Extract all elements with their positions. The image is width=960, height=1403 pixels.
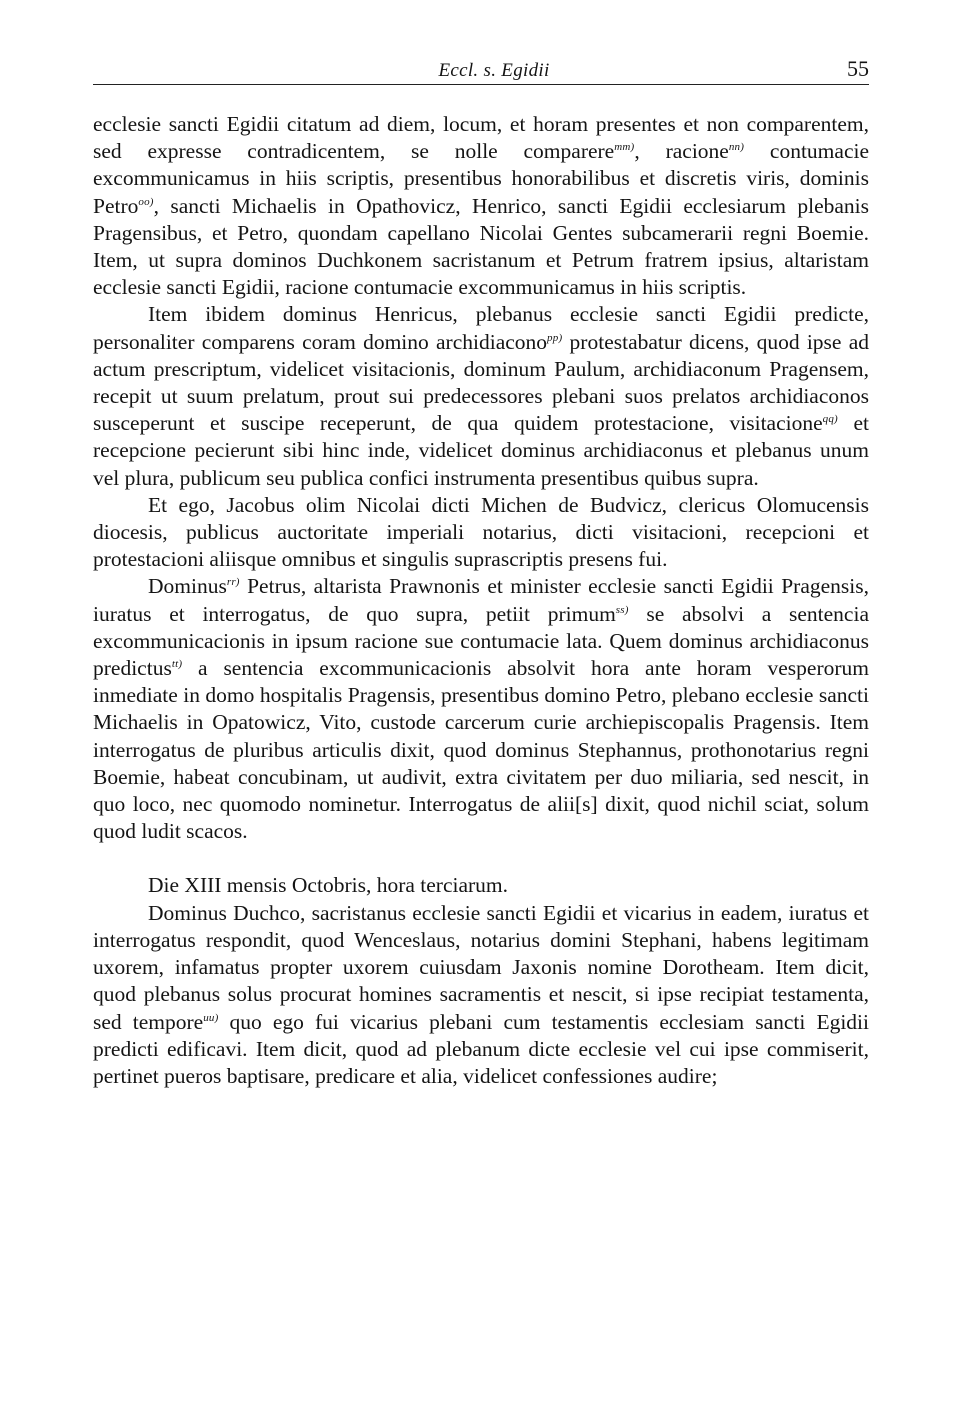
footnote-marker: pp) [547, 331, 563, 344]
footnote-marker: oo) [138, 195, 154, 208]
footnote-marker: uu) [203, 1011, 219, 1024]
text-run: , racione [634, 139, 729, 164]
text-run: Petrus, altarista Prawnonis et minister ecclesie sancti Egidii Pragensis, iuratus et interrogatus, de quo supra, petiit primum [93, 574, 869, 626]
text-run: quo ego fui vicarius plebani cum testamentis ecclesiam sancti Egidii predicti edificavi. Item dicit, quod ad plebanum dicte ecclesie vel cui ipse commiserit, pertinet pueros baptisare, predicare et alia, videlicet confessiones audire; [93, 1009, 869, 1088]
text-run: Et ego, Jacobus olim Nicolai dicti Michen de Budvicz, clericus Olomucensis diocesis, publicus auctoritate imperiali notarius, dicti visitacioni, recepcioni et protestacioni aliisque omnibus et singulis suprascriptis presens fui. [93, 492, 869, 572]
document-page [93, 56, 869, 1090]
footnote-marker: nn) [728, 141, 745, 154]
text-run: Item ibidem dominus Henricus, plebanus ecclesie sancti Egidii predicte, personaliter comparens coram domino archidiacono [93, 302, 869, 354]
page-number: 55 [847, 56, 869, 81]
body-text [93, 111, 869, 1090]
paragraph [93, 111, 869, 301]
paragraph [93, 872, 869, 899]
text-run: Dominus [148, 574, 227, 599]
paragraph [93, 492, 869, 574]
text-run: se absolvi a sentencia excommunicacionis in ipsum racione sue contumacie lata. Quem dominus archidiaconus predictus [93, 601, 869, 681]
running-head [93, 56, 869, 82]
text-run: protestabatur dicens, quod ipse ad actum prescriptum, videlicet visitacionis, dominum Paulum, archidiaconum Pragensem, recepit ut suum prelatum, prout sui predecessores plebani suos prelatos archidiaconos susceperunt et suscipe receperunt, de qua quidem protestacione, visitacione [93, 329, 869, 436]
footnote-marker: tt) [171, 658, 183, 671]
footnote-marker: mm) [614, 141, 635, 154]
text-run: ecclesie sancti Egidii citatum ad diem, locum, et horam presentes et non comparentem, sed expresse contradicentem, se nolle comparere [93, 112, 869, 164]
header-rule [93, 84, 869, 85]
text-run: Die XIII mensis Octobris, hora terciarum. [148, 873, 509, 898]
text-run: , sancti Michaelis in Opathovicz, Henrico, sancti Egidii ecclesiarum plebanis Pragensibus, et Petro, quondam capellano Nicolai Gentes subcamerarii regni Boemie. Item, ut supra dominos Duchkonem sacristanum et Petrum fratrem ipsius, altaristam ecclesie sancti Egidii, racione contumacie excommunicamus in hiis scriptis. [93, 193, 869, 300]
text-run: Dominus Duchco, sacristanus ecclesie sancti Egidii et vicarius in eadem, iuratus et interrogatus respondit, quod Wenceslaus, notarius domini Stephani, habens legitimam uxorem, infamatus propter uxorem cuiusdam Jaxonis nomine Dorotheam. Item dicit, quod plebanus solus procurat homines sacramentis et nescit, si ipse recipiat testamenta, sed tempore [93, 900, 869, 1034]
footnote-marker: qq) [822, 413, 838, 426]
text-run: contumacie excommunicamus in hiis scriptis, presentibus honorabilibus et discretis viris, dominis Petro [93, 139, 870, 218]
paragraph [93, 301, 869, 491]
footnote-marker: rr) [226, 576, 240, 589]
text-run: a sentencia excommunicacionis absolvit hora ante horam vesperorum inmediate in domo hospitalis Pragensis, presentibus domino Petro, plebano ecclesie sancti Michaelis in Opatowicz, Vito, custode carcerum curie archiepiscopalis Pragensis. Item interrogatus de pluribus articulis dixit, quod dominus Stephannus, prothonotarius regni Boemie, habeat concubinam, ut audivit, extra civitatem per duo miliaria, sed nescit, in quo loco, nec quomodo nominetur. Interrogatus de alii[s] dixit, quod nichil sciat, solum quod ludit scacos. [93, 656, 869, 844]
paragraph [93, 573, 869, 845]
footnote-marker: ss) [615, 603, 629, 616]
paragraph [93, 900, 869, 1090]
text-run: et recepcione pecierunt sibi hinc inde, videlicet dominus archidiaconus et plebanus unum vel plura, publicum seu publica confici instrumenta presentibus quibus supra. [93, 411, 869, 490]
running-title: Eccl. s. Egidii [438, 60, 550, 81]
